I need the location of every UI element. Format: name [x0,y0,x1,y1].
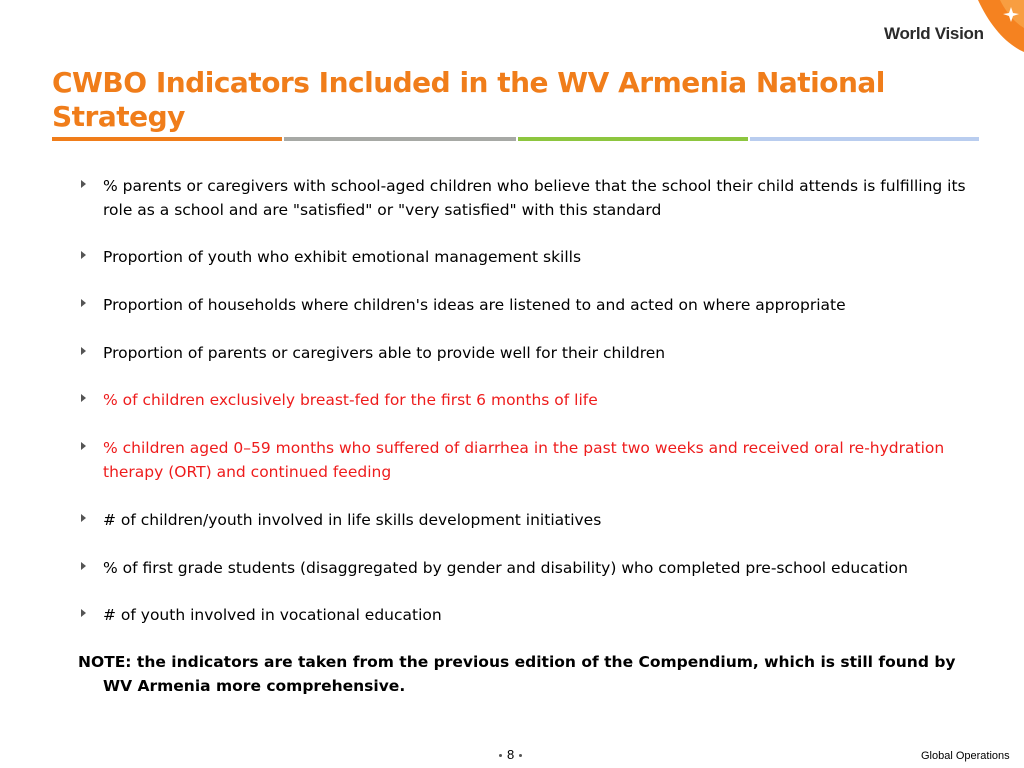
bullet-arrow-icon [81,442,86,450]
bullet-arrow-icon [81,180,86,188]
bullet-arrow-icon [81,609,86,617]
bullet-dot-icon [499,754,502,757]
bullet-arrow-icon [81,514,86,522]
bullet-arrow-icon [81,251,86,259]
indicator-item [103,603,993,627]
bullet-arrow-icon [81,562,86,570]
indicator-text: Proportion of parents or caregivers able to provide well for their children [103,344,666,362]
bullet-dot-icon [519,754,522,757]
indicator-item [103,388,993,412]
footer-label: Global Operations [921,750,1010,762]
bullet-arrow-icon [81,394,86,402]
indicator-text: % of first grade students (disaggregated by gender and disability) who completed pre-school education [103,559,908,577]
indicator-text: Proportion of households where children's ideas are listened to and acted on where appropriate [103,296,846,314]
indicator-item [103,174,993,222]
indicator-item [103,508,993,532]
bullet-arrow-icon [81,347,86,355]
indicator-item [103,436,993,484]
indicator-item [103,245,993,269]
indicator-text: # of youth involved in vocational education [103,606,442,624]
bullet-arrow-icon [81,299,86,307]
brand-logo-text: World Vision [884,24,984,43]
note-text: NOTE: the indicators are taken from the previous edition of the Compendium, which is still found by WV Armenia more comprehensive. [78,653,956,695]
indicator-text: Proportion of youth who exhibit emotional management skills [103,248,582,266]
page-number-value: 8 [507,747,515,762]
indicator-item [103,556,993,580]
indicator-text: # of children/youth involved in life skills development initiatives [103,511,602,529]
page-number [494,747,527,762]
slide-title: CWBO Indicators Included in the WV Armenia National Strategy [52,66,885,133]
indicator-text: % parents or caregivers with school-aged children who believe that the school their child attends is fulfilling its role as a school and are "satisfied" or "very satisfied" with this standard [103,177,966,219]
indicator-item [103,293,993,317]
indicator-item [103,341,993,365]
indicator-text: % of children exclusively breast-fed for the first 6 months of life [103,391,598,409]
indicator-text: % children aged 0–59 months who suffered of diarrhea in the past two weeks and received oral re-hydration therapy (ORT) and continued feeding [103,439,945,481]
